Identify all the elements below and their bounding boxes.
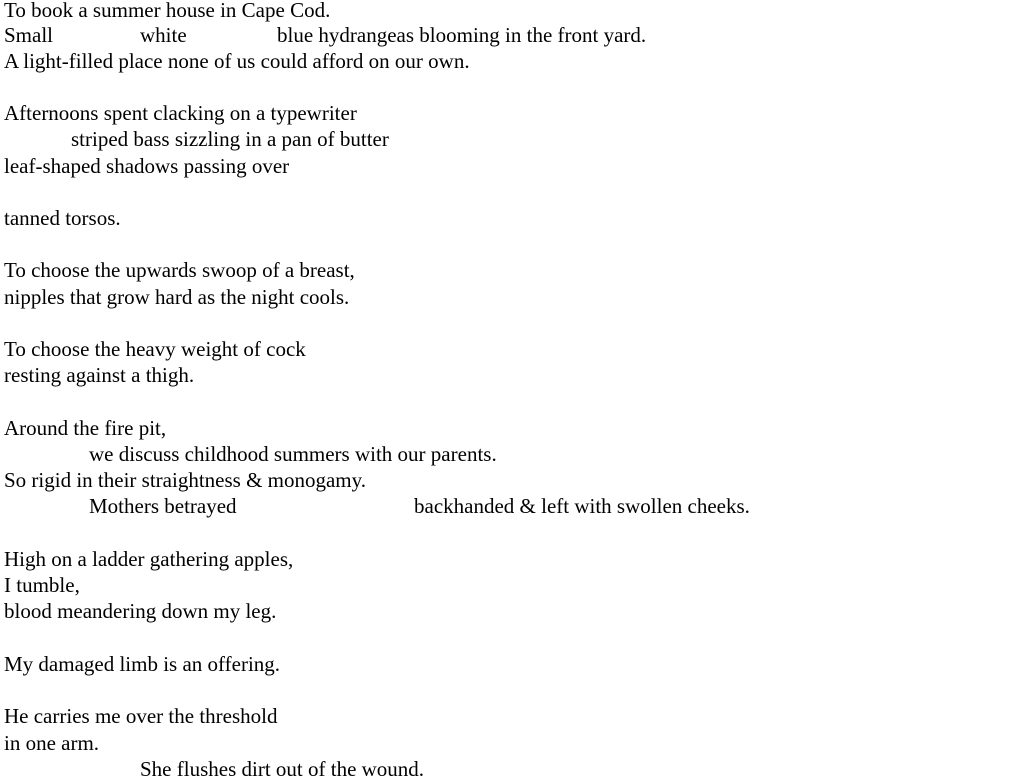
poem-line: A light-filled place none of us could afford on our own. bbox=[4, 49, 470, 73]
poem-line-fragment: blue hydrangeas blooming in the front yard. bbox=[277, 23, 647, 47]
poem-line: To book a summer house in Cape Cod. bbox=[4, 0, 331, 22]
poem-line: To choose the upwards swoop of a breast, bbox=[4, 258, 355, 282]
poem-line-fragment: Mothers betrayed bbox=[89, 494, 237, 518]
poem-line: Afternoons spent clacking on a typewriter bbox=[4, 101, 357, 125]
poem-line: tanned torsos. bbox=[4, 206, 121, 230]
poem-line: leaf-shaped shadows passing over bbox=[4, 154, 290, 178]
poem-line: To choose the heavy weight of cock bbox=[4, 337, 306, 361]
poem-line: resting against a thigh. bbox=[4, 363, 195, 387]
poem-line-fragment: white bbox=[140, 23, 187, 47]
poem-line: She flushes dirt out of the wound. bbox=[140, 757, 425, 781]
poem-line: I tumble, bbox=[4, 573, 80, 597]
poem-line: My damaged limb is an offering. bbox=[4, 652, 281, 676]
poem-line-fragment: backhanded & left with swollen cheeks. bbox=[414, 494, 750, 518]
poem-line: He carries me over the threshold bbox=[4, 704, 278, 728]
poem-line: So rigid in their straightness & monogamy. bbox=[4, 468, 367, 492]
poem-line: blood meandering down my leg. bbox=[4, 599, 277, 623]
poem-line: in one arm. bbox=[4, 731, 100, 755]
poem-line-fragment: Small bbox=[4, 23, 54, 47]
poem-line: High on a ladder gathering apples, bbox=[4, 547, 294, 571]
poem-line: nipples that grow hard as the night cools. bbox=[4, 285, 350, 309]
poem-line: striped bass sizzling in a pan of butter bbox=[71, 127, 389, 151]
poem-line: we discuss childhood summers with our parents. bbox=[89, 442, 497, 466]
poem-line: Around the fire pit, bbox=[4, 416, 167, 440]
